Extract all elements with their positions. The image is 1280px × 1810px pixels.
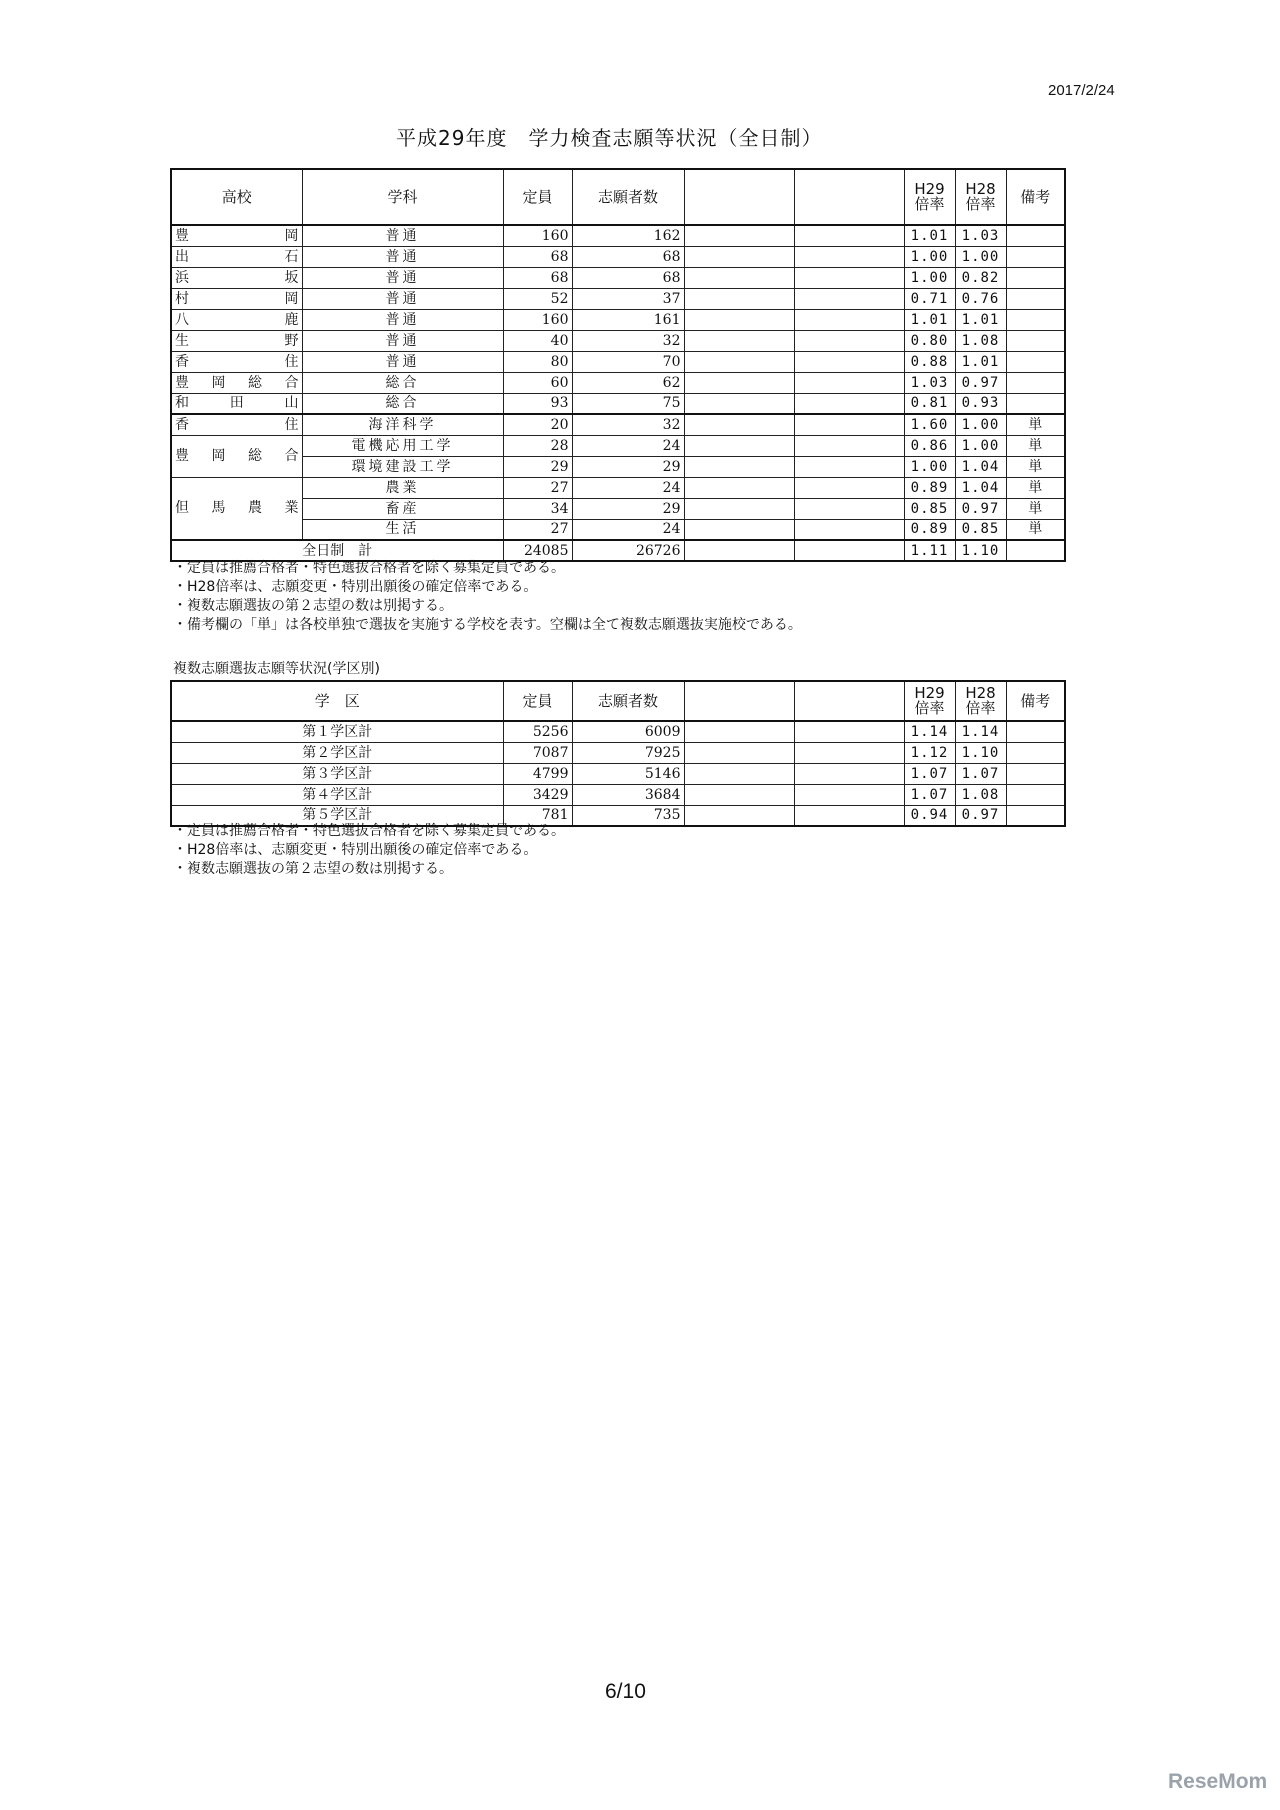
blank-cell [684,477,794,498]
document-title: 平成29年度 学力検査志願等状況（全日制） [396,126,823,150]
department-name: 普通 [302,288,503,309]
blank-cell [684,763,794,784]
h29-rate-value: 1.03 [904,372,955,393]
h28-rate-value: 1.01 [955,309,1006,330]
blank-cell [794,519,904,540]
h28-rate-value: 1.01 [955,351,1006,372]
applicants-table-district [170,680,1066,827]
header-rate-label: 倍率 [965,699,996,717]
school-name: 生野 [171,330,302,351]
applicants-value: 29 [572,498,684,519]
capacity-value: 4799 [503,763,572,784]
note-value [1006,351,1065,372]
h28-rate-value: 0.93 [955,393,1006,414]
department-name: 普通 [302,267,503,288]
capacity-value: 160 [503,309,572,330]
h28-rate-value: 1.00 [955,246,1006,267]
district-name: 第５学区計 [171,805,503,826]
department-name: 電機応用工学 [302,435,503,456]
note-line: ・定員は推薦合格者・特色選抜合格者を除く募集定員である。 [173,823,565,839]
h29-rate-value: 0.86 [904,435,955,456]
h28-rate-value: 1.04 [955,456,1006,477]
header-h28-rate [955,681,1006,721]
note-value [1006,721,1065,742]
school-name: 八鹿 [171,309,302,330]
header-capacity: 定員 [503,681,572,721]
blank-cell [794,477,904,498]
department-name: 普通 [302,309,503,330]
h28-rate-value: 0.82 [955,267,1006,288]
department-name: 総合 [302,393,503,414]
h29-rate-value: 1.07 [904,763,955,784]
note-value [1006,267,1065,288]
header-h29-rate [904,169,955,225]
applicants-value: 75 [572,393,684,414]
school-name: 香住 [171,351,302,372]
blank-cell [794,540,904,561]
page-number: 6/10 [605,1680,646,1703]
school-name: 豊岡 [171,225,302,246]
table-body [171,225,1065,540]
district-name: 第１学区計 [171,721,503,742]
h29-rate-value: 1.00 [904,267,955,288]
blank-cell [684,330,794,351]
table-row [171,393,1065,414]
header-note: 備考 [1006,169,1065,225]
department-name: 普通 [302,330,503,351]
applicants-value: 7925 [572,742,684,763]
header-h29-rate [904,681,955,721]
table-row [171,351,1065,372]
note-value [1006,763,1065,784]
h28-rate-value: 1.03 [955,225,1006,246]
blank-cell [794,330,904,351]
school-name: 出石 [171,246,302,267]
capacity-value: 29 [503,456,572,477]
capacity-value: 3429 [503,784,572,805]
table-row [171,519,1065,540]
note-value: 単 [1006,414,1065,435]
capacity-value: 27 [503,477,572,498]
blank-cell [684,435,794,456]
h29-rate-value: 0.85 [904,498,955,519]
blank-cell [684,498,794,519]
total-applicants: 26726 [572,540,684,561]
h29-rate-value: 1.00 [904,456,955,477]
blank-cell [794,414,904,435]
h29-rate-value: 1.14 [904,721,955,742]
table-row [171,309,1065,330]
capacity-value: 27 [503,519,572,540]
capacity-value: 34 [503,498,572,519]
blank-cell [794,498,904,519]
note-line: ・備考欄の「単」は各校単独で選抜を実施する学校を表す。空欄は全て複数志願選抜実施校である。 [173,617,802,633]
h29-rate-value: 1.01 [904,225,955,246]
h28-rate-value: 1.07 [955,763,1006,784]
note-line: ・定員は推薦合格者・特色選抜合格者を除く募集定員である。 [173,560,565,576]
applicants-value: 6009 [572,721,684,742]
note-value: 単 [1006,519,1065,540]
h29-rate-value: 0.88 [904,351,955,372]
note-value [1006,246,1065,267]
note-value [1006,805,1065,826]
note-value [1006,288,1065,309]
capacity-value: 80 [503,351,572,372]
capacity-value: 20 [503,414,572,435]
note-value [1006,372,1065,393]
applicants-value: 162 [572,225,684,246]
note-value [1006,784,1065,805]
district-name: 第３学区計 [171,763,503,784]
table-total-row [171,540,1065,561]
department-name: 環境建設工学 [302,456,503,477]
h29-rate-value: 0.81 [904,393,955,414]
header-blank [684,169,794,225]
notes-fulltime [173,559,802,635]
blank-cell [794,721,904,742]
table-row [171,763,1065,784]
header-district: 学 区 [171,681,503,721]
header-h29-label: H29 [914,684,945,702]
section-title-district: 複数志願選抜志願等状況(学区別) [173,661,380,677]
district-name: 第４学区計 [171,784,503,805]
note-value: 単 [1006,435,1065,456]
blank-cell [684,784,794,805]
applicants-value: 24 [572,435,684,456]
capacity-value: 5256 [503,721,572,742]
h29-rate-value: 0.80 [904,330,955,351]
header-h28-label: H28 [965,180,996,198]
blank-cell [794,351,904,372]
applicants-value: 5146 [572,763,684,784]
header-h28-rate [955,169,1006,225]
capacity-value: 93 [503,393,572,414]
blank-cell [794,435,904,456]
h29-rate-value: 0.71 [904,288,955,309]
table-row [171,477,1065,498]
h28-rate-value: 1.10 [955,742,1006,763]
blank-cell [684,540,794,561]
h28-rate-value: 1.14 [955,721,1006,742]
note-line: ・複数志願選抜の第２志望の数は別掲する。 [173,861,453,877]
blank-cell [794,246,904,267]
note-line: ・H28倍率は、志願変更・特別出願後の確定倍率である。 [173,579,538,595]
h28-rate-value: 0.85 [955,519,1006,540]
total-capacity: 24085 [503,540,572,561]
header-rate-label: 倍率 [965,195,996,213]
school-name: 和田山 [171,393,302,414]
header-blank [794,681,904,721]
header-blank [684,681,794,721]
applicants-value: 70 [572,351,684,372]
h28-rate-value: 0.76 [955,288,1006,309]
table-row [171,225,1065,246]
note-value: 単 [1006,477,1065,498]
document-date: 2017/2/24 [1048,82,1115,99]
capacity-value: 28 [503,435,572,456]
blank-cell [684,721,794,742]
department-name: 畜産 [302,498,503,519]
h29-rate-value: 1.12 [904,742,955,763]
header-capacity: 定員 [503,169,572,225]
blank-cell [684,393,794,414]
table-row [171,414,1065,435]
blank-cell [794,784,904,805]
h28-rate-value: 1.04 [955,477,1006,498]
header-applicants: 志願者数 [572,681,684,721]
note-value [1006,742,1065,763]
header-applicants: 志願者数 [572,169,684,225]
school-name: 村岡 [171,288,302,309]
applicants-value: 29 [572,456,684,477]
note-value [1006,225,1065,246]
capacity-value: 781 [503,805,572,826]
h29-rate-value: 0.94 [904,805,955,826]
header-dept: 学科 [302,169,503,225]
note-line: ・複数志願選抜の第２志望の数は別掲する。 [173,598,453,614]
note-value [1006,309,1065,330]
h28-rate-value: 0.97 [955,372,1006,393]
blank-cell [794,456,904,477]
table-row [171,784,1065,805]
applicants-value: 735 [572,805,684,826]
h29-rate-value: 0.89 [904,477,955,498]
department-name: 生活 [302,519,503,540]
blank-cell [684,309,794,330]
blank-cell [684,742,794,763]
blank-cell [794,393,904,414]
table-row [171,267,1065,288]
h28-rate-value: 1.08 [955,330,1006,351]
district-name: 第２学区計 [171,742,503,763]
school-name: 豊岡総合 [171,372,302,393]
blank-cell [684,246,794,267]
department-name: 海洋科学 [302,414,503,435]
applicants-value: 3684 [572,784,684,805]
h28-rate-value: 1.00 [955,414,1006,435]
applicants-value: 62 [572,372,684,393]
blank-cell [684,456,794,477]
department-name: 普通 [302,351,503,372]
table-row [171,721,1065,742]
h28-rate-value: 0.97 [955,805,1006,826]
applicants-value: 68 [572,267,684,288]
blank-cell [684,414,794,435]
applicants-value: 24 [572,477,684,498]
header-school: 高校 [171,169,302,225]
table-header-row [171,169,1065,225]
note-value: 単 [1006,498,1065,519]
school-name: 香住 [171,414,302,435]
blank-cell [684,519,794,540]
total-h28-rate: 1.10 [955,540,1006,561]
applicants-value: 68 [572,246,684,267]
blank-cell [684,225,794,246]
blank-cell [794,372,904,393]
blank-cell [684,351,794,372]
blank-cell [794,805,904,826]
table-row [171,372,1065,393]
total-note [1006,540,1065,561]
blank-cell [684,288,794,309]
department-name: 農業 [302,477,503,498]
note-value [1006,330,1065,351]
table-row [171,435,1065,456]
department-name: 総合 [302,372,503,393]
applicants-value: 32 [572,330,684,351]
capacity-value: 7087 [503,742,572,763]
h29-rate-value: 1.01 [904,309,955,330]
header-rate-label: 倍率 [914,195,945,213]
department-name: 普通 [302,246,503,267]
h29-rate-value: 0.89 [904,519,955,540]
applicants-table-fulltime [170,168,1066,562]
table-row [171,456,1065,477]
table-row [171,498,1065,519]
note-value: 単 [1006,456,1065,477]
school-name: 但馬農業 [171,477,302,540]
h28-rate-value: 1.00 [955,435,1006,456]
department-name: 普通 [302,225,503,246]
h29-rate-value: 1.07 [904,784,955,805]
capacity-value: 68 [503,267,572,288]
capacity-value: 68 [503,246,572,267]
blank-cell [684,805,794,826]
total-h29-rate: 1.11 [904,540,955,561]
table-row [171,288,1065,309]
blank-cell [794,742,904,763]
table-header-row [171,681,1065,721]
h28-rate-value: 1.08 [955,784,1006,805]
applicants-value: 32 [572,414,684,435]
resemom-logo: ReseMom [1168,1770,1268,1793]
table-row [171,330,1065,351]
header-rate-label: 倍率 [914,699,945,717]
capacity-value: 60 [503,372,572,393]
table-body [171,721,1065,826]
notes-district [173,822,565,879]
blank-cell [794,288,904,309]
school-name: 豊岡総合 [171,435,302,477]
header-blank [794,169,904,225]
blank-cell [794,267,904,288]
total-label: 全日制 計 [171,540,503,561]
school-name: 浜坂 [171,267,302,288]
note-line: ・H28倍率は、志願変更・特別出願後の確定倍率である。 [173,842,538,858]
capacity-value: 160 [503,225,572,246]
applicants-value: 24 [572,519,684,540]
header-h28-label: H28 [965,684,996,702]
applicants-value: 161 [572,309,684,330]
note-value [1006,393,1065,414]
blank-cell [794,225,904,246]
applicants-value: 37 [572,288,684,309]
blank-cell [794,763,904,784]
h29-rate-value: 1.60 [904,414,955,435]
blank-cell [794,309,904,330]
h29-rate-value: 1.00 [904,246,955,267]
table-row [171,246,1065,267]
capacity-value: 52 [503,288,572,309]
table-row [171,742,1065,763]
blank-cell [684,267,794,288]
h28-rate-value: 0.97 [955,498,1006,519]
header-h29-label: H29 [914,180,945,198]
header-note: 備考 [1006,681,1065,721]
capacity-value: 40 [503,330,572,351]
blank-cell [684,372,794,393]
